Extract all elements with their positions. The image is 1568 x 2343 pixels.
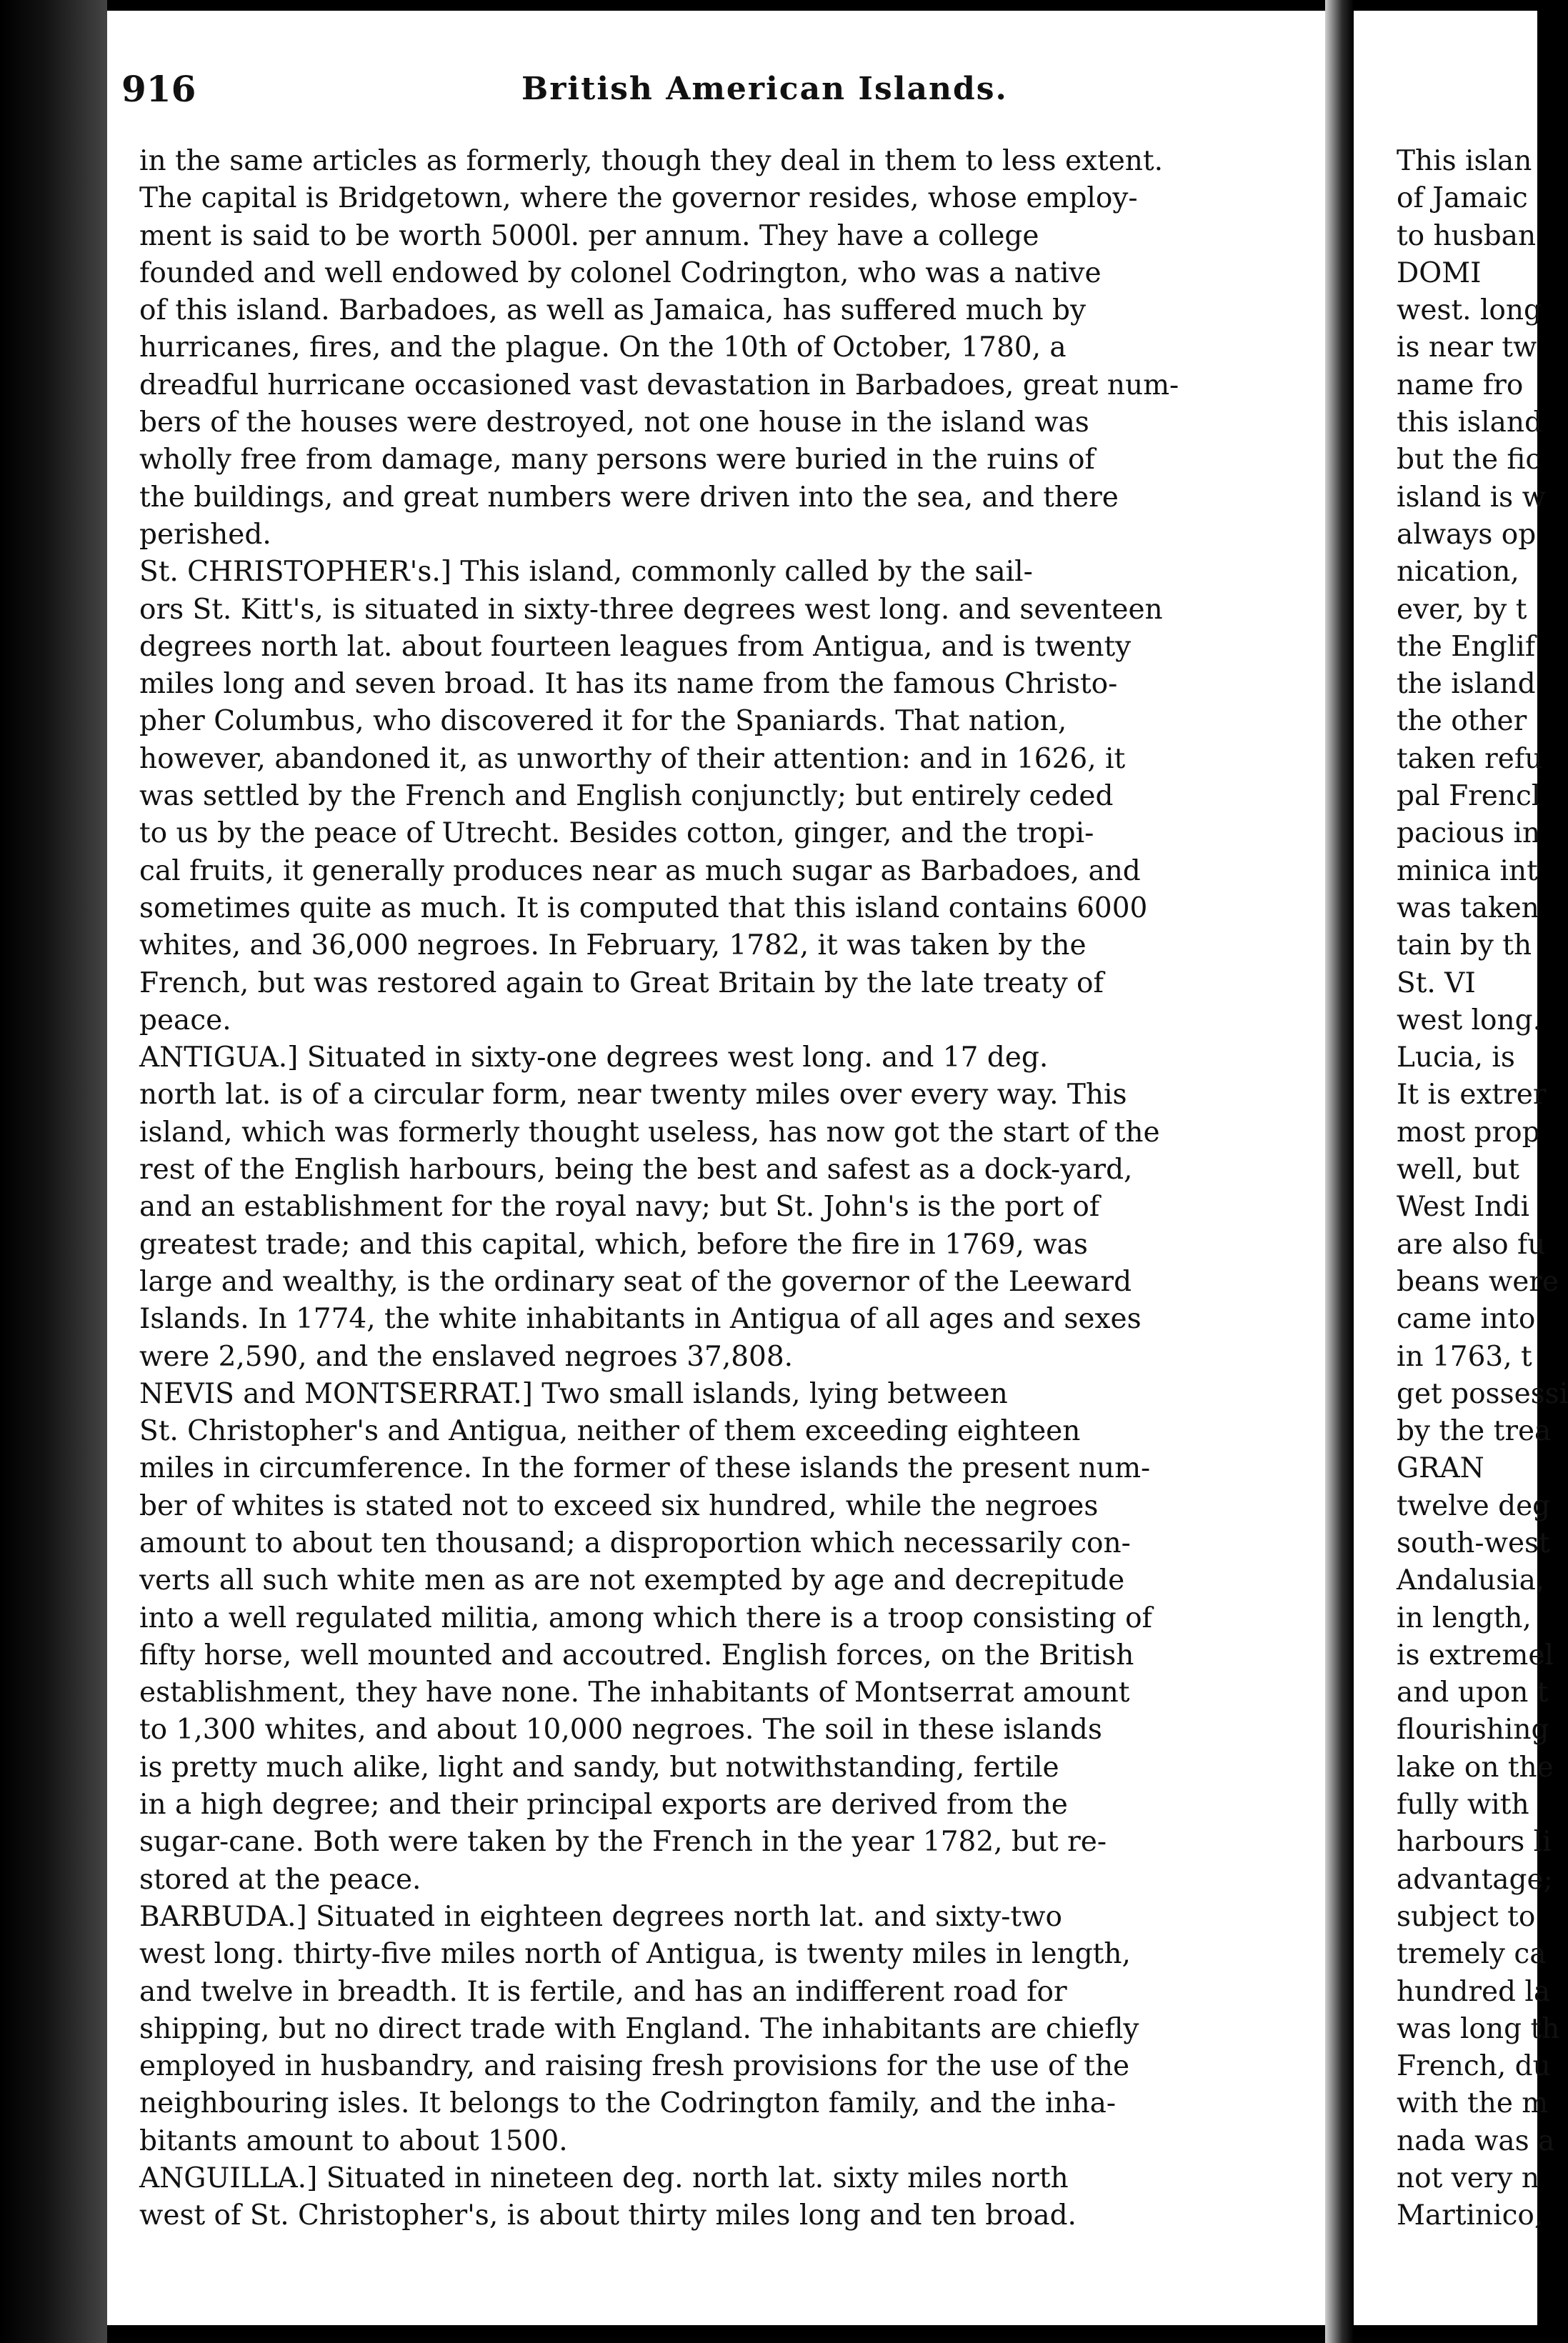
text-line: sugar-cane. Both were taken by the French in the year 1782, but re- (139, 1826, 1107, 1859)
facing-page-text (1397, 143, 1568, 2235)
facing-text-line: lake on the (1397, 1751, 1554, 1784)
text-line: St. CHRISTOPHER's.] This island, commonly called by the sail- (139, 556, 1033, 589)
facing-text-line: twelve deg (1397, 1489, 1551, 1522)
facing-text-line: It is extrer (1397, 1079, 1547, 1111)
text-line: perished. (139, 518, 271, 551)
facing-text-line: and upon t (1397, 1677, 1549, 1709)
facing-text-line: south-west (1397, 1527, 1550, 1559)
text-line: bitants amount to about 1500. (139, 2124, 568, 2157)
text-line: Islands. In 1774, the white inhabitants in Antigua of all ages and sexes (139, 1303, 1142, 1336)
facing-text-line: West Indi (1397, 1191, 1530, 1224)
facing-text-line: not very n (1397, 2162, 1539, 2195)
facing-text-line: tain by th (1397, 929, 1532, 962)
text-line: in the same articles as formerly, though they deal in them to less extent. (139, 145, 1163, 177)
text-line: in a high degree; and their principal exports are derived from the (139, 1789, 1068, 1822)
text-line: and twelve in breadth. It is fertile, and has an indifferent road for (139, 1975, 1067, 2008)
text-line: ANGUILLA.] Situated in nineteen deg. north lat. sixty miles north (139, 2162, 1069, 2195)
facing-text-line: this island (1397, 406, 1542, 439)
text-line: the buildings, and great numbers were driven into the sea, and there (139, 481, 1119, 514)
facing-text-line: the other (1397, 705, 1527, 738)
text-line: into a well regulated militia, among which there is a troop consisting of (139, 1602, 1152, 1634)
text-line: ANTIGUA.] Situated in sixty-one degrees west long. and 17 deg. (139, 1041, 1049, 1074)
facing-text-line: tremely ca (1397, 1938, 1547, 1971)
text-line: rest of the English harbours, being the best and safest as a dock-yard, (139, 1154, 1133, 1187)
text-line: wholly free from damage, many persons were buried in the ruins of (139, 444, 1095, 476)
text-line: French, but was restored again to Great Britain by the late treaty of (139, 966, 1104, 999)
facing-text-line: Lucia, is (1397, 1041, 1515, 1074)
facing-text-line: DOMI (1397, 256, 1482, 289)
text-line: large and wealthy, is the ordinary seat of the governor of the Leeward (139, 1265, 1132, 1298)
facing-text-line: is near tw (1397, 331, 1537, 364)
facing-text-line: is extremel (1397, 1639, 1554, 1672)
text-line: peace. (139, 1004, 231, 1036)
text-line: hurricanes, fires, and the plague. On the 10th of October, 1780, a (139, 331, 1067, 364)
facing-text-line: name fro (1397, 369, 1524, 401)
text-line: is pretty much alike, light and sandy, but notwithstanding, fertile (139, 1751, 1059, 1784)
text-line: neighbouring isles. It belongs to the Codrington family, and the inha- (139, 2087, 1117, 2120)
text-line: to 1,300 whites, and about 10,000 negroes. The soil in these islands (139, 1714, 1102, 1747)
facing-text-line: beans were (1397, 1265, 1559, 1298)
facing-text-line: the Englif (1397, 630, 1536, 663)
text-line: founded and well endowed by colonel Codrington, who was a native (139, 256, 1102, 289)
facing-text-line: Andalusia, (1397, 1564, 1545, 1597)
page-binding-edge (1325, 0, 1354, 2343)
text-line: whites, and 36,000 negroes. In February, 1782, it was taken by the (139, 929, 1087, 962)
running-title: British American Islands. (521, 71, 1008, 107)
facing-text-line: was taken (1397, 891, 1539, 924)
facing-text-line: pal Frencl (1397, 780, 1541, 813)
facing-text-line: well, but (1397, 1154, 1519, 1187)
text-line: shipping, but no direct trade with England. The inhabitants are chiefly (139, 2012, 1139, 2045)
text-line: to us by the peace of Utrecht. Besides cotton, ginger, and the tropi- (139, 817, 1094, 850)
text-line: establishment, they have none. The inhabitants of Montserrat amount (139, 1677, 1130, 1709)
facing-text-line: minica int (1397, 854, 1538, 887)
text-line: west long. thirty-five miles north of Antigua, is twenty miles in length, (139, 1938, 1131, 1971)
text-line: pher Columbus, who discovered it for the Spaniards. That nation, (139, 705, 1067, 738)
text-line: stored at the peace. (139, 1863, 421, 1896)
text-line: cal fruits, it generally produces near as much sugar as Barbadoes, and (139, 854, 1141, 887)
facing-text-line: flourishing (1397, 1714, 1549, 1747)
text-line: greatest trade; and this capital, which, before the fire in 1769, was (139, 1228, 1088, 1261)
text-line: ber of whites is stated not to exceed six hundred, while the negroes (139, 1489, 1099, 1522)
facing-text-line: by the trea (1397, 1415, 1552, 1448)
text-line: and an establishment for the royal navy; but St. John's is the port of (139, 1191, 1100, 1224)
text-line: ors St. Kitt's, is situated in sixty-three degrees west long. and seventeen (139, 593, 1163, 626)
facing-text-line: get possessi (1397, 1377, 1568, 1410)
facing-text-line: GRAN (1397, 1452, 1484, 1485)
facing-text-line: hundred la (1397, 1975, 1551, 2008)
text-line: miles in circumference. In the former of these islands the present num- (139, 1452, 1151, 1485)
text-line: west of St. Christopher's, is about thirty miles long and ten broad. (139, 2199, 1077, 2232)
facing-text-line: harbours li (1397, 1826, 1552, 1859)
facing-text-line: to husban (1397, 219, 1537, 252)
facing-text-line: ever, by t (1397, 593, 1527, 626)
facing-text-line: was long th (1397, 2012, 1560, 2045)
facing-text-line: Martinico, (1397, 2199, 1544, 2232)
text-line: The capital is Bridgetown, where the governor resides, whose employ- (139, 182, 1138, 215)
facing-text-line: west long. (1397, 1004, 1542, 1036)
facing-text-line: nication, (1397, 556, 1519, 589)
facing-text-line: pacious in (1397, 817, 1541, 850)
text-line: north lat. is of a circular form, near twenty miles over every way. This (139, 1079, 1127, 1111)
text-line: was settled by the French and English conjunctly; but entirely ceded (139, 780, 1114, 813)
facing-text-line: most prop (1397, 1116, 1540, 1149)
text-line: amount to about ten thousand; a disproportion which necessarily con- (139, 1527, 1131, 1559)
facing-text-line: fully with (1397, 1789, 1529, 1822)
text-line: verts all such white men as are not exempted by age and decrepitude (139, 1564, 1125, 1597)
page-header (121, 68, 1322, 125)
facing-text-line: island is w (1397, 481, 1546, 514)
facing-text-line: came into (1397, 1303, 1536, 1336)
text-line: were 2,590, and the enslaved negroes 37,808. (139, 1340, 794, 1373)
facing-text-line: This islan (1397, 145, 1532, 177)
text-line: island, which was formerly thought useless, has now got the start of the (139, 1116, 1160, 1149)
text-line: St. Christopher's and Antigua, neither of them exceeding eighteen (139, 1415, 1081, 1448)
text-line: fifty horse, well mounted and accoutred. English forces, on the British (139, 1639, 1134, 1672)
main-body-text (139, 143, 1311, 2235)
text-line: sometimes quite as much. It is computed that this island contains 6000 (139, 891, 1148, 924)
facing-text-line: of Jamaic (1397, 182, 1528, 215)
facing-text-line: St. VI (1397, 966, 1476, 999)
facing-text-line: advantage; (1397, 1863, 1553, 1896)
facing-text-line: west. long (1397, 294, 1542, 327)
facing-text-line: always op (1397, 518, 1537, 551)
book-gutter-shadow (0, 0, 107, 2343)
facing-text-line: nada was a (1397, 2124, 1555, 2157)
facing-text-line: French, du (1397, 2050, 1551, 2083)
facing-text-line: with the m (1397, 2087, 1549, 2120)
facing-text-line: the island (1397, 668, 1536, 701)
facing-text-line: subject to (1397, 1900, 1536, 1933)
facing-text-line: taken refu (1397, 742, 1543, 775)
text-line: however, abandoned it, as unworthy of their attention: and in 1626, it (139, 742, 1126, 775)
text-line: miles long and seven broad. It has its name from the famous Christo- (139, 668, 1118, 701)
text-line: ment is said to be worth 5000l. per annum. They have a college (139, 219, 1039, 252)
text-line: BARBUDA.] Situated in eighteen degrees north lat. and sixty-two (139, 1900, 1062, 1933)
text-line: employed in husbandry, and raising fresh provisions for the use of the (139, 2050, 1130, 2083)
text-line: NEVIS and MONTSERRAT.] Two small islands, lying between (139, 1377, 1008, 1410)
facing-text-line: in 1763, t (1397, 1340, 1532, 1373)
page-number: 916 (121, 68, 196, 110)
facing-text-line: in length, (1397, 1602, 1532, 1634)
text-line: bers of the houses were destroyed, not one house in the island was (139, 406, 1089, 439)
text-line: degrees north lat. about fourteen leagues from Antigua, and is twenty (139, 630, 1132, 663)
text-line: dreadful hurricane occasioned vast devastation in Barbadoes, great num- (139, 369, 1179, 401)
facing-text-line: but the fic (1397, 444, 1542, 476)
facing-text-line: are also fu (1397, 1228, 1546, 1261)
text-line: of this island. Barbadoes, as well as Jamaica, has suffered much by (139, 294, 1087, 327)
